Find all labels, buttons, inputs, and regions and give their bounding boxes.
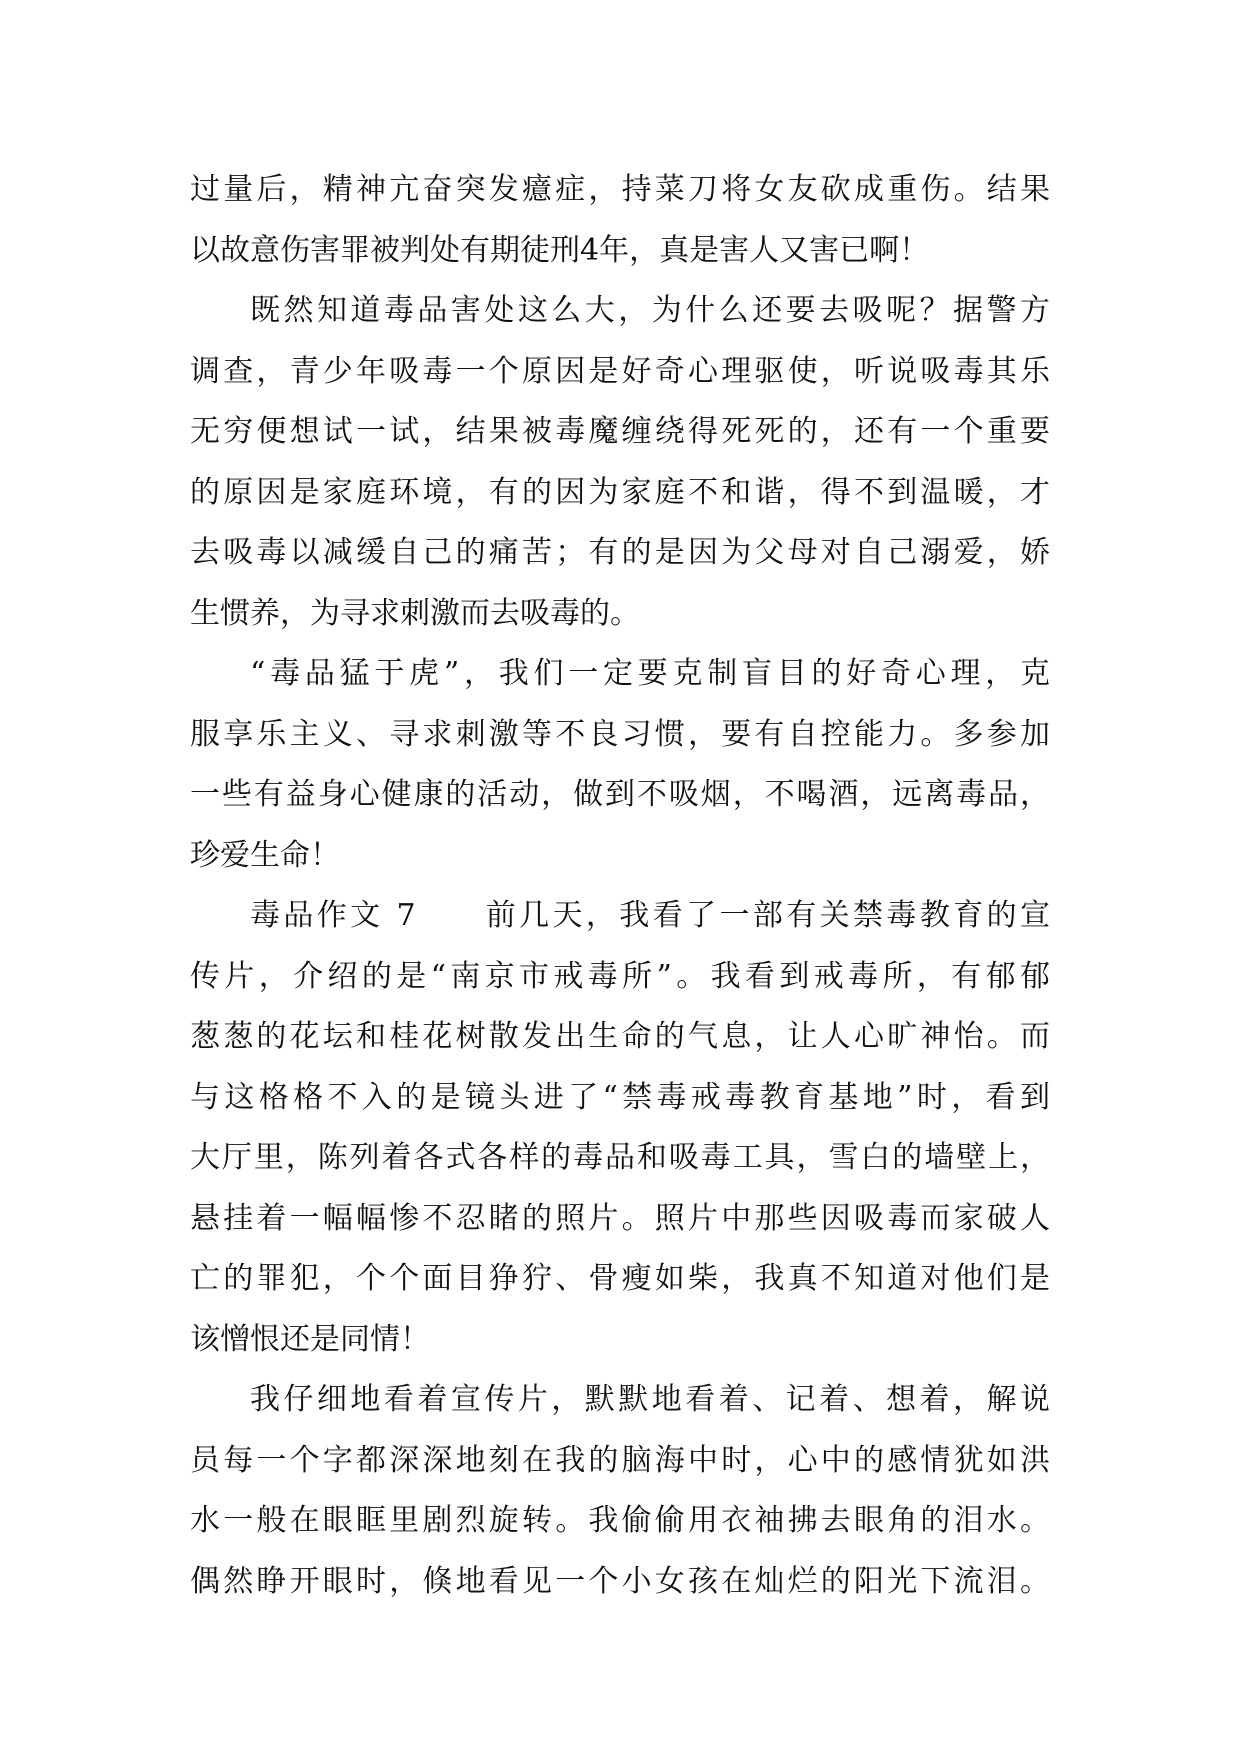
text-line: 的原因是家庭环境，有的因为家庭不和谐，得不到温暖，才 xyxy=(190,474,1050,510)
text-line: 与这格格不入的是镜头进了“禁毒戒毒教育基地”时，看到 xyxy=(190,1079,1050,1115)
document-body xyxy=(190,160,1050,1612)
text-line: 传片，介绍的是“南京市戒毒所”。我看到戒毒所，有郁郁 xyxy=(190,958,1050,994)
paragraph-first-line: 既然知道毒品害处这么大，为什么还要去吸呢？据警方 xyxy=(250,293,1050,328)
text-line: 员每一个字都深深地刻在我的脑海中时，心中的感情犹如洪 xyxy=(190,1442,1050,1478)
paragraph-first-line: 毒品作文 7 前几天，我看了一部有关禁毒教育的宣 xyxy=(250,898,1050,933)
text-line: 该憎恨还是同情！ xyxy=(190,1321,430,1357)
text-line: 生惯养，为寻求刺激而去吸毒的。 xyxy=(190,595,640,631)
text-line: 悬挂着一幅幅惨不忍睹的照片。照片中那些因吸毒而家破人 xyxy=(190,1200,1050,1236)
text-line: 调查，青少年吸毒一个原因是好奇心理驱使，听说吸毒其乐 xyxy=(190,353,1050,389)
text-line: 亡的罪犯，个个面目狰狞、骨瘦如柴，我真不知道对他们是 xyxy=(190,1261,1050,1296)
paragraph-first-line: 我仔细地看着宣传片，默默地看着、记着、想着，解说 xyxy=(250,1382,1050,1417)
text-line: 以故意伤害罪被判处有期徒刑4年，真是害人又害已啊！ xyxy=(190,232,930,268)
text-line: 去吸毒以减缓自己的痛苦；有的是因为父母对自己溺爱，娇 xyxy=(190,535,1050,570)
text-line: 水一般在眼眶里剧烈旋转。我偷偷用衣袖拂去眼角的泪水。 xyxy=(190,1503,1050,1538)
text-line: 过量后，精神亢奋突发癔症，持菜刀将女友砍成重伤。结果 xyxy=(190,172,1050,207)
text-line: 珍爱生命！ xyxy=(190,837,340,873)
text-line: 无穷便想试一试，结果被毒魔缠绕得死死的，还有一个重要 xyxy=(190,414,1050,449)
text-line: 一些有益身心健康的活动，做到不吸烟，不喝酒，远离毒品， xyxy=(190,777,1050,812)
text-line: 葱葱的花坛和桂花树散发出生命的气息，让人心旷神怡。而 xyxy=(190,1019,1050,1054)
text-line: 偶然睁开眼时，倏地看见一个小女孩在灿烂的阳光下流泪。 xyxy=(190,1563,1050,1599)
paragraph-first-line: “毒品猛于虎”，我们一定要克制盲目的好奇心理，克 xyxy=(250,656,1050,691)
text-line: 大厅里，陈列着各式各样的毒品和吸毒工具，雪白的墙壁上， xyxy=(190,1140,1050,1175)
text-line: 服享乐主义、寻求刺激等不良习惯，要有自控能力。多参加 xyxy=(190,716,1050,752)
